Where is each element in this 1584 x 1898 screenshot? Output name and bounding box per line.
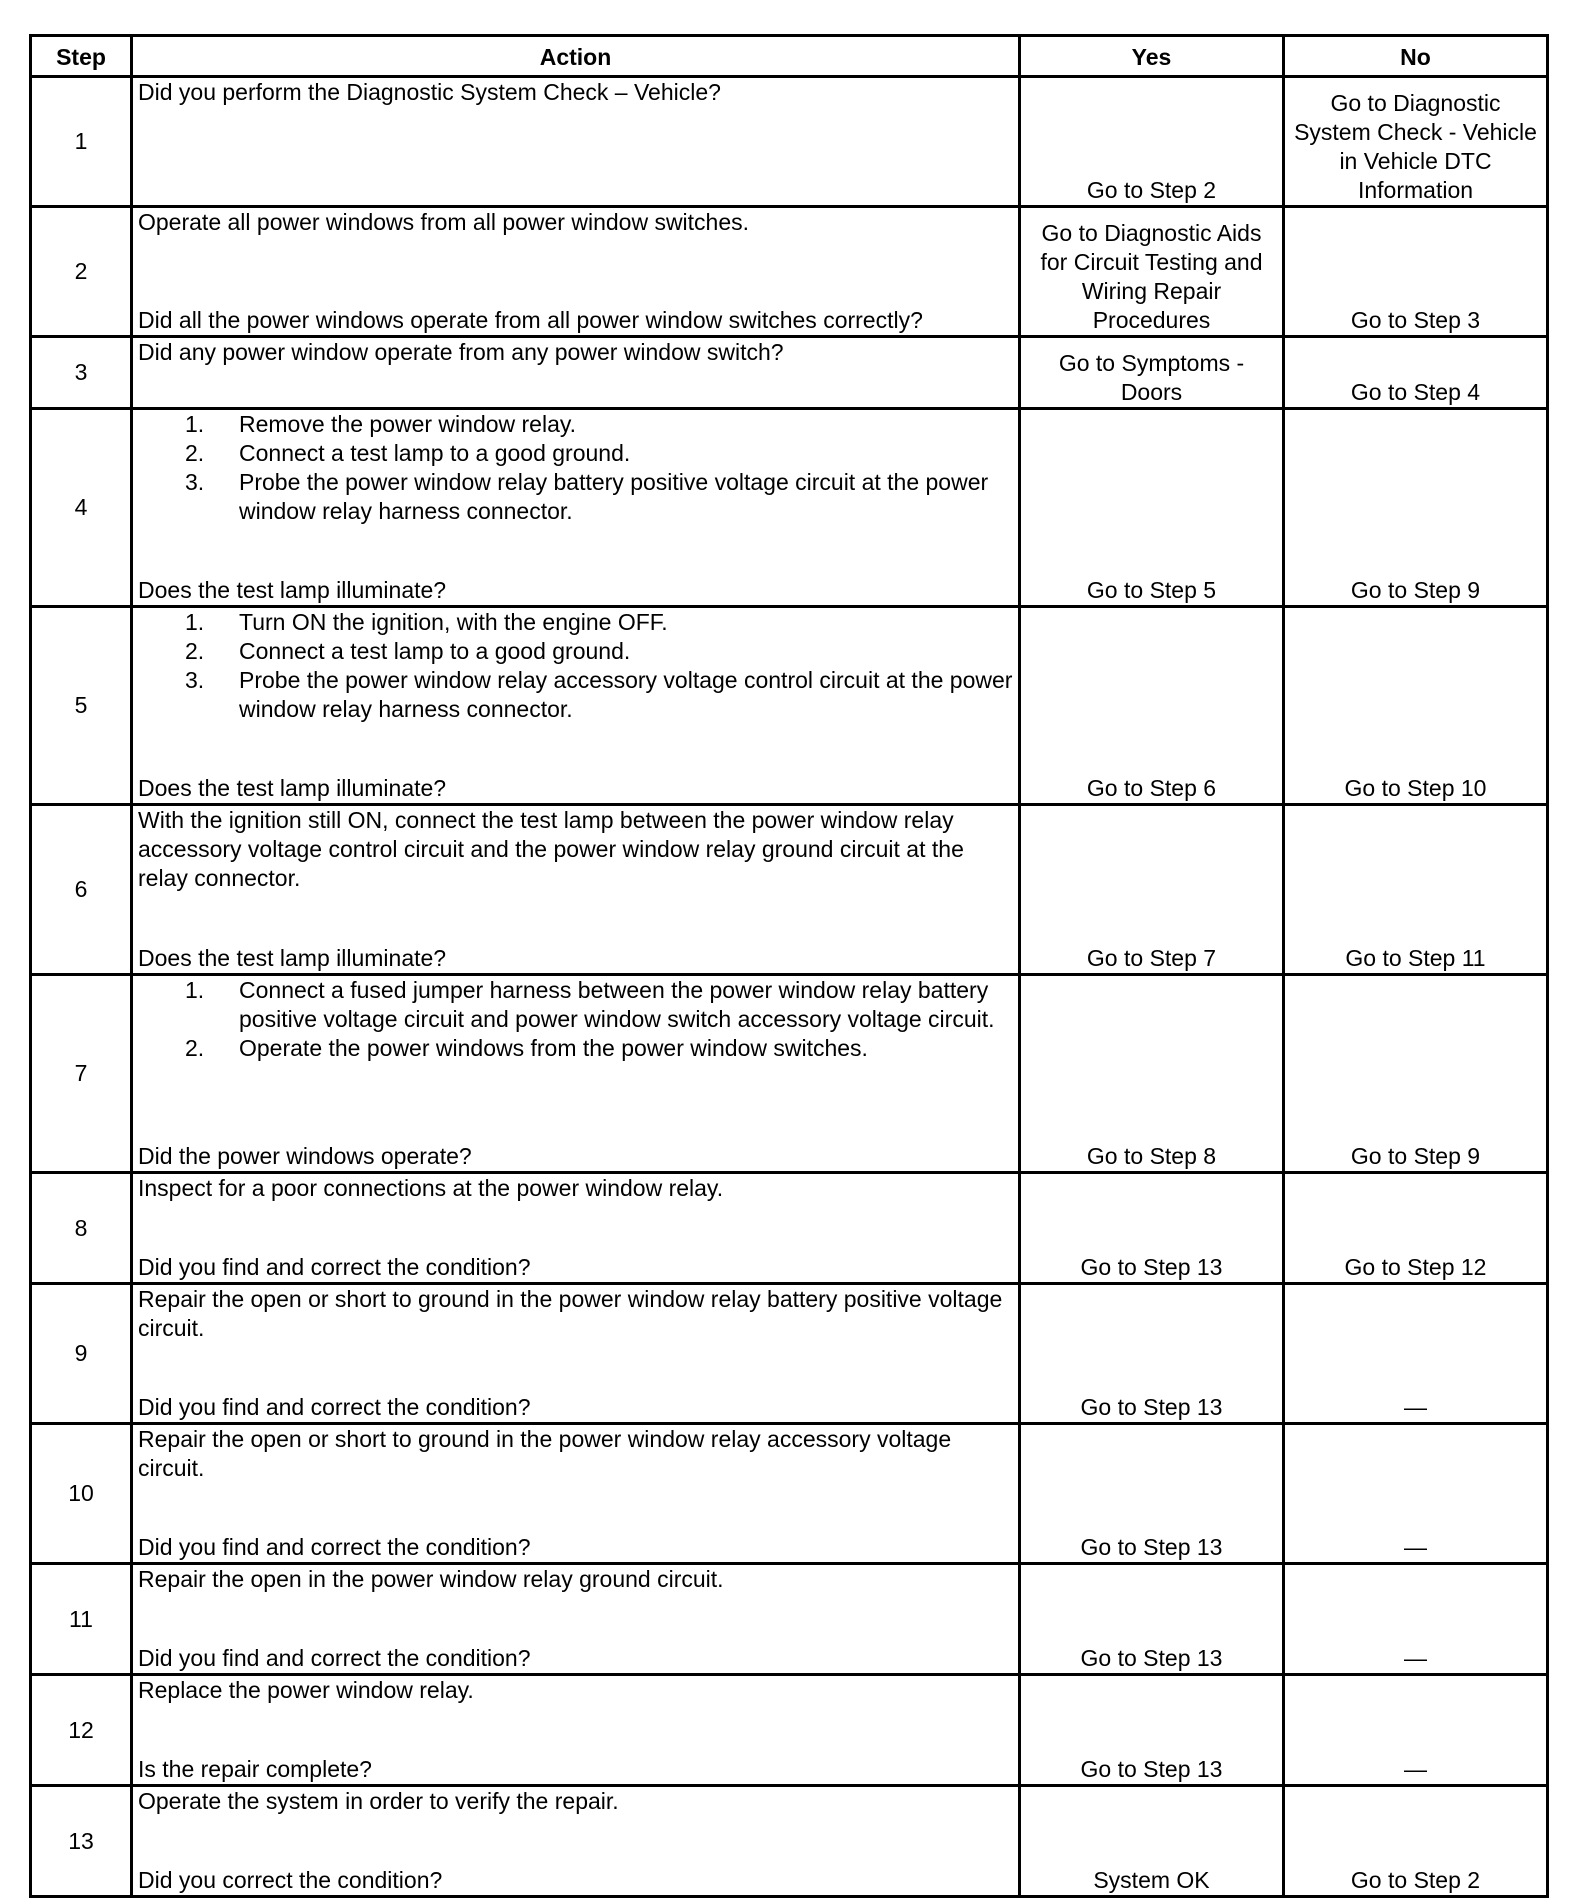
step-number: 11 bbox=[31, 1564, 132, 1675]
action-content bbox=[138, 1565, 1013, 1673]
action-instructions: With the ignition still ON, connect the test lamp between the power window relay accessory voltage control circuit and the power window relay ground circuit at the relay connector. bbox=[138, 807, 964, 891]
action-question: Does the test lamp illuminate? bbox=[138, 577, 447, 603]
no-result: — bbox=[1284, 1675, 1548, 1786]
action-instructions: Replace the power window relay. bbox=[138, 1677, 474, 1703]
action-step-item bbox=[138, 439, 1013, 468]
step-number: 7 bbox=[31, 975, 132, 1173]
action-instructions bbox=[138, 976, 1013, 1063]
no-result: Go to Step 9 bbox=[1284, 409, 1548, 607]
header-yes: Yes bbox=[1020, 36, 1284, 77]
action-question: Did you find and correct the condition? bbox=[138, 1394, 531, 1420]
table-row bbox=[31, 207, 1548, 337]
no-result: Go to Step 10 bbox=[1284, 607, 1548, 805]
no-result: Go to Step 12 bbox=[1284, 1173, 1548, 1284]
action-step-text: Probe the power window relay battery positive voltage circuit at the power window relay harness connector. bbox=[239, 469, 989, 524]
table-row bbox=[31, 1564, 1548, 1675]
action-step-number: 1. bbox=[185, 411, 205, 437]
table-row bbox=[31, 409, 1548, 607]
step-number: 2 bbox=[31, 207, 132, 337]
yes-result: Go to Diagnostic Aids for Circuit Testing and Wiring Repair Procedures bbox=[1020, 207, 1284, 337]
step-number: 1 bbox=[31, 77, 132, 207]
header-row bbox=[31, 36, 1548, 77]
action-cell bbox=[132, 805, 1020, 975]
action-step-item bbox=[138, 666, 1013, 724]
action-step-number: 3. bbox=[185, 469, 205, 495]
yes-result: Go to Step 5 bbox=[1020, 409, 1284, 607]
table-row bbox=[31, 1173, 1548, 1284]
step-number: 5 bbox=[31, 607, 132, 805]
yes-result: Go to Step 13 bbox=[1020, 1284, 1284, 1424]
action-step-text: Probe the power window relay accessory voltage control circuit at the power window relay harness connector. bbox=[239, 667, 1013, 722]
action-step-item bbox=[138, 976, 1013, 1034]
table-row bbox=[31, 1786, 1548, 1897]
action-cell bbox=[132, 77, 1020, 207]
yes-result: Go to Step 13 bbox=[1020, 1564, 1284, 1675]
action-content bbox=[138, 1285, 1013, 1422]
action-content bbox=[138, 1787, 1013, 1895]
no-result: Go to Step 9 bbox=[1284, 975, 1548, 1173]
yes-result: Go to Step 8 bbox=[1020, 975, 1284, 1173]
action-step-number: 2. bbox=[185, 638, 205, 664]
action-cell bbox=[132, 1675, 1020, 1786]
action-step-text: Connect a fused jumper harness between the power window relay battery positive voltage circuit and power window switch accessory voltage circuit. bbox=[239, 977, 995, 1032]
action-step-text: Connect a test lamp to a good ground. bbox=[239, 440, 631, 466]
action-steps-list bbox=[138, 608, 1013, 724]
step-number: 13 bbox=[31, 1786, 132, 1897]
step-number: 8 bbox=[31, 1173, 132, 1284]
table-row bbox=[31, 1424, 1548, 1564]
step-number: 9 bbox=[31, 1284, 132, 1424]
action-content bbox=[138, 608, 1013, 803]
action-step-text: Remove the power window relay. bbox=[239, 411, 577, 437]
no-result: Go to Diagnostic System Check - Vehicle in Vehicle DTC Information bbox=[1284, 77, 1548, 207]
yes-result: System OK bbox=[1020, 1786, 1284, 1897]
step-number: 3 bbox=[31, 337, 132, 409]
step-number: 6 bbox=[31, 805, 132, 975]
action-content bbox=[138, 1425, 1013, 1562]
action-step-text: Turn ON the ignition, with the engine OFF. bbox=[239, 609, 668, 635]
action-step-number: 2. bbox=[185, 1035, 205, 1061]
action-step-item bbox=[138, 1034, 1013, 1063]
action-question: Does the test lamp illuminate? bbox=[138, 775, 447, 801]
yes-result: Go to Step 6 bbox=[1020, 607, 1284, 805]
action-cell bbox=[132, 1424, 1020, 1564]
no-result: Go to Step 3 bbox=[1284, 207, 1548, 337]
table-row bbox=[31, 975, 1548, 1173]
header-no: No bbox=[1284, 36, 1548, 77]
yes-result: Go to Step 13 bbox=[1020, 1675, 1284, 1786]
action-content bbox=[138, 78, 1013, 205]
action-step-number: 1. bbox=[185, 977, 205, 1003]
table-row bbox=[31, 607, 1548, 805]
no-result: Go to Step 2 bbox=[1284, 1786, 1548, 1897]
action-question: Does the test lamp illuminate? bbox=[138, 945, 447, 971]
action-instructions: Did you perform the Diagnostic System Check – Vehicle? bbox=[138, 79, 721, 105]
action-question: Did you find and correct the condition? bbox=[138, 1534, 531, 1560]
action-instructions: Operate all power windows from all power window switches. bbox=[138, 209, 750, 235]
header-action: Action bbox=[132, 36, 1020, 77]
no-result: — bbox=[1284, 1284, 1548, 1424]
action-cell bbox=[132, 1564, 1020, 1675]
yes-result: Go to Step 13 bbox=[1020, 1424, 1284, 1564]
action-instructions: Inspect for a poor connections at the power window relay. bbox=[138, 1175, 724, 1201]
action-step-item bbox=[138, 410, 1013, 439]
action-question: Did all the power windows operate from all power window switches correctly? bbox=[138, 307, 923, 333]
table-row bbox=[31, 1675, 1548, 1786]
table-row bbox=[31, 805, 1548, 975]
step-number: 12 bbox=[31, 1675, 132, 1786]
action-step-text: Operate the power windows from the power window switches. bbox=[239, 1035, 868, 1061]
action-step-number: 1. bbox=[185, 609, 205, 635]
no-result: Go to Step 4 bbox=[1284, 337, 1548, 409]
step-number: 4 bbox=[31, 409, 132, 607]
action-step-item bbox=[138, 637, 1013, 666]
no-result: — bbox=[1284, 1564, 1548, 1675]
action-instructions: Operate the system in order to verify the repair. bbox=[138, 1788, 619, 1814]
action-instructions: Did any power window operate from any power window switch? bbox=[138, 339, 784, 365]
action-step-number: 2. bbox=[185, 440, 205, 466]
table-row bbox=[31, 77, 1548, 207]
header-step: Step bbox=[31, 36, 132, 77]
diagnostic-table bbox=[29, 34, 1549, 1898]
action-steps-list bbox=[138, 410, 1013, 526]
action-cell bbox=[132, 607, 1020, 805]
action-instructions: Repair the open or short to ground in the power window relay accessory voltage circuit. bbox=[138, 1426, 952, 1481]
action-instructions: Repair the open in the power window relay ground circuit. bbox=[138, 1566, 724, 1592]
action-content bbox=[138, 1174, 1013, 1282]
table-row bbox=[31, 1284, 1548, 1424]
no-result: Go to Step 11 bbox=[1284, 805, 1548, 975]
action-question: Did the power windows operate? bbox=[138, 1143, 472, 1169]
table-row bbox=[31, 337, 1548, 409]
action-instructions: Repair the open or short to ground in the power window relay battery positive voltage circuit. bbox=[138, 1286, 1003, 1341]
yes-result: Go to Step 7 bbox=[1020, 805, 1284, 975]
action-content bbox=[138, 338, 1013, 407]
action-cell bbox=[132, 975, 1020, 1173]
action-cell bbox=[132, 1786, 1020, 1897]
action-step-item bbox=[138, 608, 1013, 637]
yes-result: Go to Symptoms - Doors bbox=[1020, 337, 1284, 409]
action-question: Did you find and correct the condition? bbox=[138, 1645, 531, 1671]
action-steps-list bbox=[138, 976, 1013, 1063]
action-step-item bbox=[138, 468, 1013, 526]
action-question: Is the repair complete? bbox=[138, 1756, 372, 1782]
action-question: Did you correct the condition? bbox=[138, 1867, 443, 1893]
action-step-number: 3. bbox=[185, 667, 205, 693]
action-cell bbox=[132, 409, 1020, 607]
action-step-text: Connect a test lamp to a good ground. bbox=[239, 638, 631, 664]
yes-result: Go to Step 13 bbox=[1020, 1173, 1284, 1284]
action-cell bbox=[132, 337, 1020, 409]
no-result: — bbox=[1284, 1424, 1548, 1564]
step-number: 10 bbox=[31, 1424, 132, 1564]
action-content bbox=[138, 208, 1013, 335]
action-cell bbox=[132, 1173, 1020, 1284]
action-content bbox=[138, 1676, 1013, 1784]
action-instructions bbox=[138, 410, 1013, 526]
action-cell bbox=[132, 207, 1020, 337]
action-cell bbox=[132, 1284, 1020, 1424]
action-content bbox=[138, 806, 1013, 973]
action-instructions bbox=[138, 608, 1013, 724]
action-content bbox=[138, 976, 1013, 1171]
action-question: Did you find and correct the condition? bbox=[138, 1254, 531, 1280]
action-content bbox=[138, 410, 1013, 605]
yes-result: Go to Step 2 bbox=[1020, 77, 1284, 207]
